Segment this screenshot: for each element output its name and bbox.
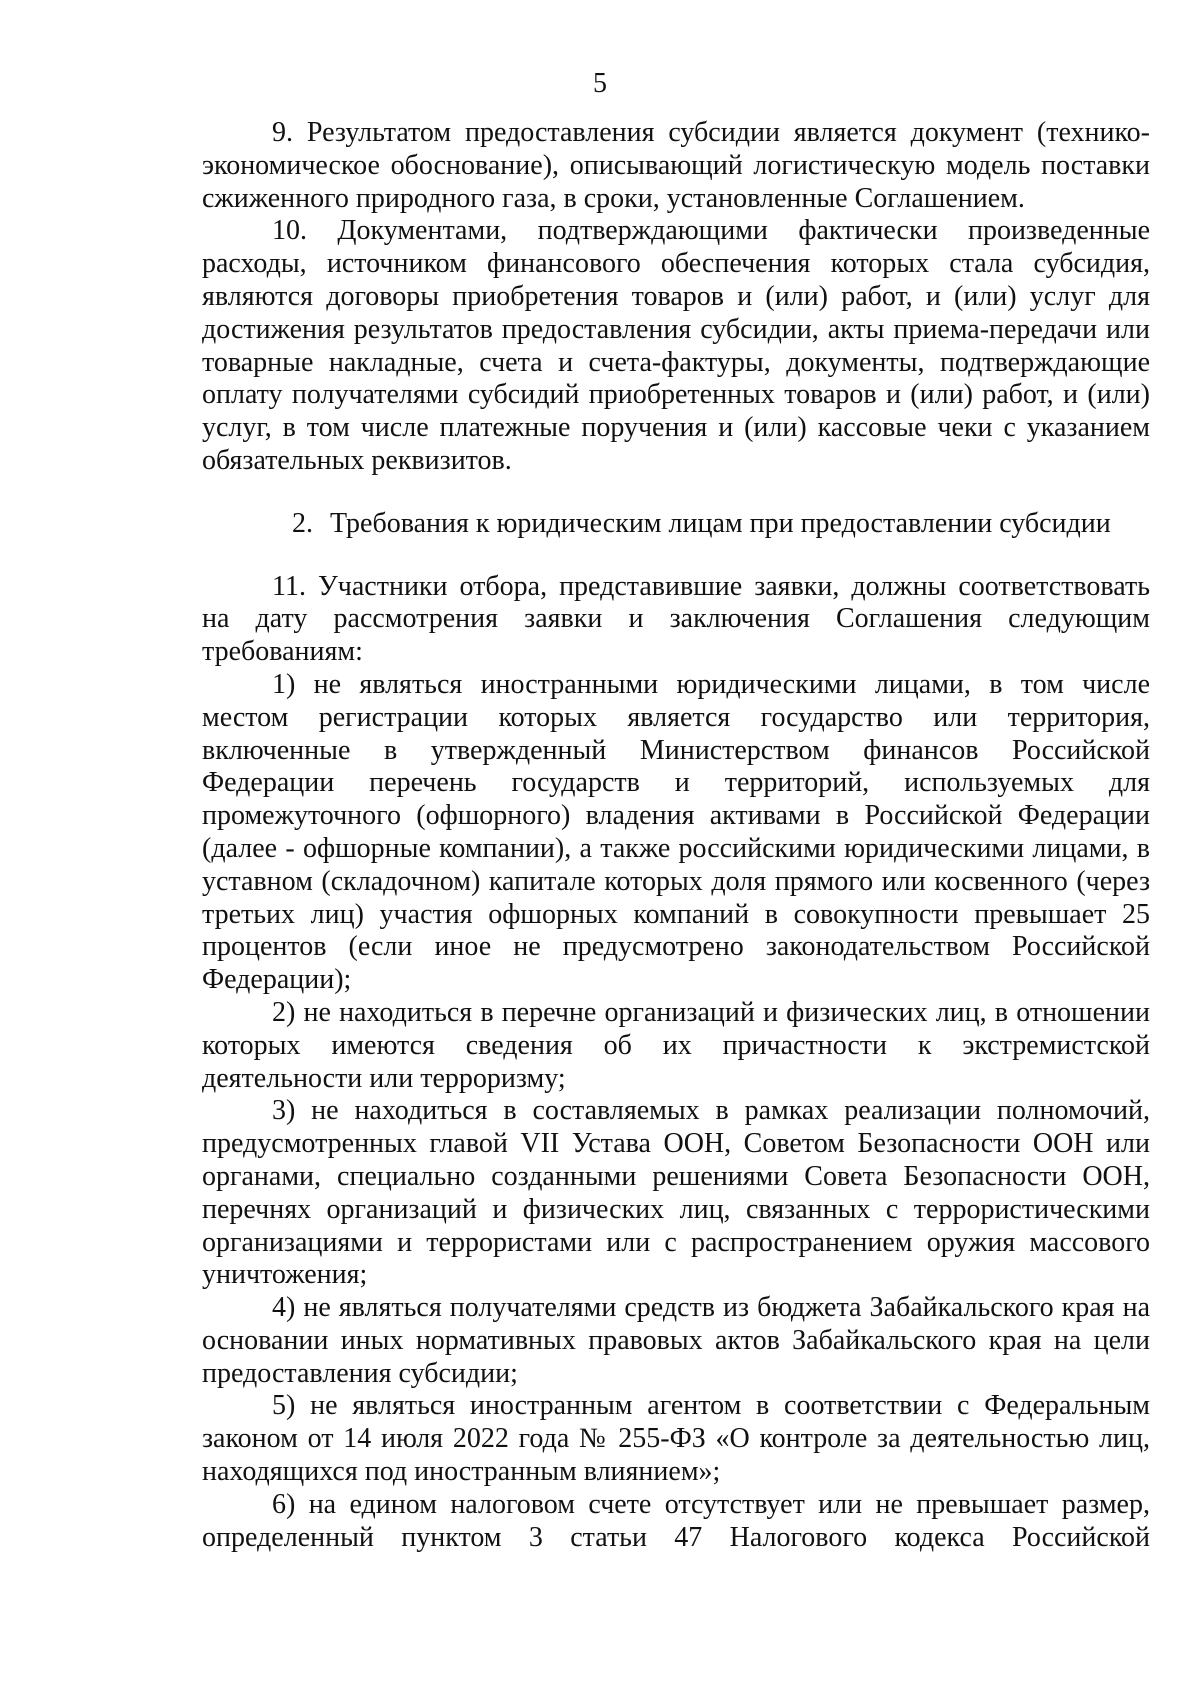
requirement-5: 5) не являться иностранным агентом в соответствии с Федеральным законом от 14 июля 2022 года № 255-ФЗ «О контроле за деятельностью лиц, находящихся под иностранным влиянием»;: [202, 1390, 1150, 1488]
requirement-2: 2) не находиться в перечне организаций и физических лиц, в отношении которых имеются сведения об их причастности к экстремистской деятельности или терроризму;: [202, 996, 1150, 1094]
paragraph-10: 10. Документами, подтверждающими фактически произведенные расходы, источником финансового обеспечения которых стала субсидия, являются договоры приобретения товаров и (или) работ, и (или) услуг для достижения результатов предоставления субсидии, акты приема-передачи или товарные накладные, счета и счета-фактуры, документы, подтверждающие оплату получателями субсидий приобретенных товаров и (или) работ, и (или) услуг, в том числе платежные поручения и (или) кассовые чеки с указанием обязательных реквизитов.: [202, 215, 1150, 476]
document-body: [202, 117, 1150, 1554]
paragraph-11: 11. Участники отбора, представившие заявки, должны соответствовать на дату рассмотрения заявки и заключения Соглашения следующим требованиям:: [202, 570, 1150, 668]
section-title: Требования к юридическим лицам при предоставлении субсидии: [330, 507, 1111, 539]
section-heading: [202, 508, 1150, 541]
section-number: 2.: [292, 507, 313, 539]
requirement-1: 1) не являться иностранными юридическими лицами, в том числе местом регистрации которых является государство или территория, включенные в утвержденный Министерством финансов Российской Федерации перечень государств и территорий, используемых для промежуточного (офшорного) владения активами в Российской Федерации (далее - офшорные компании), а также российскими юридическими лицами, в уставном (складочном) капитале которых доля прямого или косвенного (через третьих лиц) участия офшорных компаний в совокупности превышает 25 процентов (если иное не предусмотрено законодательством Российской Федерации);: [202, 668, 1150, 996]
requirement-4: 4) не являться получателями средств из бюджета Забайкальского края на основании иных нормативных правовых актов Забайкальского края на цели предоставления субсидии;: [202, 1292, 1150, 1389]
requirement-6: 6) на едином налоговом счете отсутствует или не превышает размер, определенный пунктом 3 статьи 47 Налогового кодекса Российской: [202, 1488, 1150, 1553]
page-number: 5: [593, 68, 607, 99]
paragraph-9: 9. Результатом предоставления субсидии является документ (технико-экономическое обоснование), описывающий логистическую модель поставки сжиженного природного газа, в сроки, установленные Соглашением.: [202, 117, 1150, 214]
requirement-3: 3) не находиться в составляемых в рамках реализации полномочий, предусмотренных главой VII Устава ООН, Советом Безопасности ООН или органами, специально созданными решениями Совета Безопасности ООН, перечнях организаций и физических лиц, связанных с террористическими организациями и террористами или с распространением оружия массового уничтожения;: [202, 1095, 1150, 1291]
